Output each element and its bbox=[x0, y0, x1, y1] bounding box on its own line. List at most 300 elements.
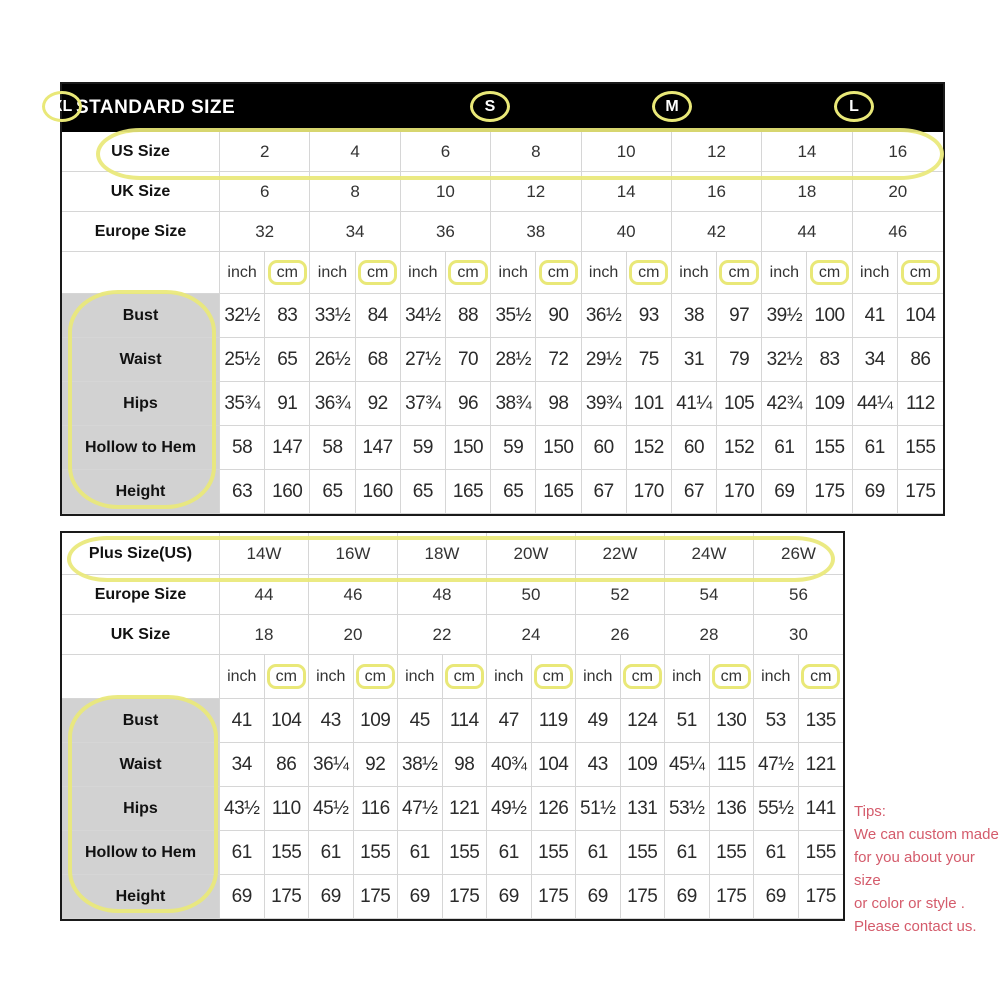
measure-value-cell-text: 41¼ bbox=[676, 392, 712, 414]
measure-value-cell-text: 83 bbox=[277, 304, 298, 326]
measure-value-cell-text: 101 bbox=[633, 392, 664, 414]
measure-value-cell-text: 170 bbox=[633, 480, 664, 502]
measure-value-cell-text: 175 bbox=[271, 885, 302, 907]
measure-value-cell bbox=[717, 426, 762, 470]
measure-value-cell bbox=[754, 743, 799, 787]
measure-value-cell bbox=[401, 294, 446, 338]
measure-value-cell-text: 69 bbox=[231, 885, 252, 907]
measure-value-cell bbox=[627, 470, 672, 514]
unit-row-empty-cell bbox=[62, 655, 220, 699]
measure-value-cell-text: 131 bbox=[627, 797, 658, 819]
measure-value-cell bbox=[799, 699, 844, 743]
measure-value-cell bbox=[717, 294, 762, 338]
measure-value-cell bbox=[853, 470, 898, 514]
measure-value-cell-text: 53½ bbox=[669, 797, 705, 819]
size-value-cell-text: 4 bbox=[350, 141, 360, 161]
size-value-cell bbox=[491, 132, 581, 172]
measure-value-cell-text: 29½ bbox=[585, 348, 622, 370]
measure-value-cell bbox=[401, 382, 446, 426]
measure-value-cell bbox=[491, 338, 536, 382]
unit-inch-cell bbox=[576, 655, 621, 699]
measure-value-cell bbox=[710, 831, 755, 875]
unit-cm-cell bbox=[621, 655, 666, 699]
size-value-cell-text: 2 bbox=[259, 141, 270, 161]
measure-value-cell-text: 155 bbox=[905, 436, 936, 458]
size-value-cell-text: 28 bbox=[699, 624, 719, 644]
measure-value-cell bbox=[354, 831, 399, 875]
measure-value-cell bbox=[754, 831, 799, 875]
size-value-cell-text: 14 bbox=[616, 181, 636, 201]
measure-value-cell bbox=[853, 426, 898, 470]
measure-value-cell-text: 44¼ bbox=[856, 392, 893, 414]
size-value-cell bbox=[754, 575, 843, 615]
measure-value-cell-text: 104 bbox=[538, 753, 569, 775]
measure-value-cell bbox=[799, 831, 844, 875]
measure-value-cell-text: 136 bbox=[716, 797, 747, 819]
measure-value-cell bbox=[309, 875, 354, 919]
size-value-cell bbox=[754, 533, 843, 575]
size-value-cell bbox=[576, 575, 665, 615]
measure-value-cell-text: 68 bbox=[367, 348, 388, 370]
measure-value-cell bbox=[807, 338, 852, 382]
measure-value-cell-text: 61 bbox=[587, 841, 608, 863]
measure-value-cell-text: 141 bbox=[805, 797, 836, 819]
measure-value-cell bbox=[398, 699, 443, 743]
standard-size-grid bbox=[62, 132, 943, 514]
measure-value-cell-text: 155 bbox=[814, 436, 845, 458]
size-value-cell bbox=[398, 615, 487, 655]
measure-value-cell-text: 47½ bbox=[402, 797, 438, 819]
size-value-cell bbox=[672, 172, 762, 212]
size-value-cell bbox=[665, 615, 754, 655]
measure-value-cell-text: 27½ bbox=[405, 348, 441, 370]
size-value-cell bbox=[853, 132, 943, 172]
measure-value-cell bbox=[672, 382, 717, 426]
size-value-cell bbox=[672, 212, 762, 252]
unit-cm-cell-text: cm bbox=[539, 260, 578, 286]
measure-value-cell bbox=[672, 338, 717, 382]
size-value-cell-text: 38 bbox=[526, 221, 546, 241]
measure-value-cell bbox=[446, 426, 491, 470]
measure-value-cell bbox=[443, 875, 488, 919]
measure-value-cell-text: 175 bbox=[360, 885, 391, 907]
measure-value-cell bbox=[354, 787, 399, 831]
unit-cm-cell bbox=[446, 252, 491, 294]
measure-value-cell bbox=[354, 875, 399, 919]
measure-value-cell bbox=[807, 382, 852, 426]
row-label-text: Europe Size bbox=[94, 585, 187, 603]
measure-value-cell bbox=[582, 382, 627, 426]
tips-line: for you about your size bbox=[854, 849, 975, 889]
measure-value-cell-text: 69 bbox=[676, 885, 697, 907]
size-value-cell-text: 44 bbox=[254, 584, 274, 604]
unit-inch-cell bbox=[582, 252, 627, 294]
unit-inch-cell-text: inch bbox=[588, 263, 619, 281]
unit-cm-cell bbox=[532, 655, 577, 699]
measure-value-cell bbox=[487, 699, 532, 743]
measure-value-cell-text: 155 bbox=[627, 841, 658, 863]
measure-value-cell-text: 38¾ bbox=[495, 392, 531, 414]
measure-value-cell bbox=[536, 382, 581, 426]
custom-tips-note bbox=[854, 800, 1000, 938]
measure-value-cell-text: 38½ bbox=[402, 753, 438, 775]
measure-value-cell-text: 147 bbox=[362, 436, 393, 458]
measure-value-cell-text: 34 bbox=[231, 753, 252, 775]
size-value-cell bbox=[582, 212, 672, 252]
measure-value-cell bbox=[627, 338, 672, 382]
size-value-cell-text: 46 bbox=[888, 221, 908, 241]
measure-value-cell-text: 88 bbox=[457, 304, 479, 326]
measure-value-cell-text: 69 bbox=[498, 885, 519, 907]
measure-value-cell bbox=[576, 831, 621, 875]
measure-value-cell bbox=[356, 426, 401, 470]
size-value-cell-text: 24W bbox=[691, 543, 727, 563]
unit-row-empty-cell bbox=[62, 252, 220, 294]
measure-row-label-text: Hips bbox=[123, 799, 158, 817]
size-value-cell bbox=[310, 172, 400, 212]
size-value-cell bbox=[491, 212, 581, 252]
measure-row-label-text: Bust bbox=[122, 306, 159, 324]
measure-value-cell-text: 61 bbox=[231, 841, 252, 863]
measure-value-cell-text: 47½ bbox=[758, 753, 794, 775]
measure-value-cell-text: 147 bbox=[272, 436, 303, 458]
measure-row-label-text: Waist bbox=[119, 755, 162, 773]
measure-value-cell bbox=[627, 426, 672, 470]
unit-cm-cell bbox=[443, 655, 488, 699]
measure-value-cell-text: 43 bbox=[320, 709, 341, 731]
measure-value-cell-text: 63 bbox=[232, 480, 253, 502]
measure-value-cell bbox=[672, 294, 717, 338]
measure-value-cell-text: 40¾ bbox=[491, 753, 527, 775]
measure-value-cell-text: 51½ bbox=[580, 797, 616, 819]
measure-value-cell-text: 93 bbox=[638, 304, 659, 326]
measure-value-cell-text: 26½ bbox=[314, 348, 351, 370]
measure-value-cell-text: 175 bbox=[905, 480, 936, 502]
measure-value-cell-text: 160 bbox=[272, 480, 303, 502]
measure-value-cell bbox=[398, 787, 443, 831]
measure-value-cell-text: 155 bbox=[271, 841, 302, 863]
size-value-cell bbox=[310, 212, 400, 252]
size-value-cell bbox=[665, 533, 754, 575]
measure-value-cell-text: 100 bbox=[814, 304, 845, 326]
measure-value-cell-text: 96 bbox=[457, 392, 479, 414]
measure-value-cell-text: 51 bbox=[676, 709, 697, 731]
size-value-cell-text: 6 bbox=[259, 181, 270, 201]
measure-value-cell-text: 91 bbox=[277, 392, 298, 414]
measure-value-cell bbox=[762, 338, 807, 382]
size-value-cell-text: 46 bbox=[343, 584, 363, 604]
size-value-cell-text: 44 bbox=[797, 221, 817, 241]
unit-cm-cell-text: cm bbox=[712, 664, 751, 690]
measure-value-cell bbox=[576, 875, 621, 919]
measure-value-cell-text: 45 bbox=[409, 709, 430, 731]
unit-inch-cell-text: inch bbox=[408, 263, 438, 281]
measure-row-label-text: Hollow to Hem bbox=[84, 438, 197, 456]
size-value-cell-text: 26 bbox=[610, 624, 630, 644]
measure-value-cell bbox=[220, 699, 265, 743]
unit-inch-cell bbox=[220, 252, 265, 294]
measure-value-cell-text: 61 bbox=[320, 841, 341, 863]
measure-value-cell bbox=[443, 743, 488, 787]
size-value-cell-text: 18W bbox=[424, 543, 460, 563]
measure-value-cell bbox=[532, 787, 577, 831]
unit-inch-cell-text: inch bbox=[316, 667, 346, 685]
measure-row-label bbox=[62, 787, 220, 831]
measure-value-cell bbox=[717, 382, 762, 426]
unit-cm-cell-text: cm bbox=[719, 260, 758, 286]
row-label-text: US Size bbox=[111, 142, 170, 160]
size-value-cell-text: 16W bbox=[335, 543, 371, 563]
measure-value-cell bbox=[446, 294, 491, 338]
row-label-text: Plus Size(US) bbox=[88, 544, 193, 562]
unit-cm-cell bbox=[807, 252, 852, 294]
measure-value-cell-text: 34 bbox=[864, 348, 885, 370]
measure-value-cell bbox=[265, 699, 310, 743]
measure-value-cell-text: 170 bbox=[724, 480, 755, 502]
unit-cm-cell-text: cm bbox=[623, 664, 662, 690]
measure-value-cell bbox=[398, 875, 443, 919]
size-value-cell bbox=[220, 172, 310, 212]
measure-value-cell-text: 86 bbox=[276, 753, 297, 775]
measure-value-cell bbox=[220, 875, 265, 919]
unit-cm-cell bbox=[710, 655, 755, 699]
measure-value-cell bbox=[665, 699, 710, 743]
measure-value-cell bbox=[799, 743, 844, 787]
measure-value-cell bbox=[491, 470, 536, 514]
measure-value-cell-text: 165 bbox=[452, 480, 484, 502]
measure-value-cell-text: 65 bbox=[322, 480, 343, 502]
unit-cm-cell-text: cm bbox=[445, 664, 484, 690]
tips-line: Please contact us. bbox=[854, 918, 977, 935]
measure-row-label bbox=[62, 831, 220, 875]
size-value-cell-text: 40 bbox=[616, 221, 636, 241]
measure-value-cell bbox=[621, 787, 666, 831]
measure-value-cell bbox=[354, 743, 399, 787]
unit-inch-cell bbox=[398, 655, 443, 699]
measure-value-cell bbox=[310, 382, 355, 426]
measure-value-cell bbox=[220, 338, 265, 382]
measure-value-cell-text: 72 bbox=[548, 348, 569, 370]
measure-value-cell bbox=[536, 470, 581, 514]
measure-value-cell bbox=[487, 743, 532, 787]
measure-value-cell bbox=[309, 699, 354, 743]
measure-value-cell-text: 65 bbox=[503, 480, 524, 502]
measure-value-cell-text: 32½ bbox=[766, 348, 803, 370]
measure-value-cell bbox=[536, 338, 581, 382]
unit-inch-cell bbox=[754, 655, 799, 699]
measure-value-cell bbox=[762, 426, 807, 470]
size-value-cell-text: 18 bbox=[254, 624, 274, 644]
measure-value-cell-text: 43½ bbox=[224, 797, 260, 819]
measure-value-cell bbox=[220, 831, 265, 875]
unit-cm-cell-text: cm bbox=[356, 664, 395, 690]
size-value-cell bbox=[582, 172, 672, 212]
unit-inch-cell-text: inch bbox=[317, 263, 348, 281]
measure-value-cell-text: 59 bbox=[412, 436, 433, 458]
measure-row-label-text: Waist bbox=[119, 350, 162, 368]
measure-value-cell bbox=[398, 743, 443, 787]
measure-value-cell bbox=[265, 294, 310, 338]
row-label bbox=[62, 615, 220, 655]
measure-value-cell-text: 98 bbox=[454, 753, 475, 775]
unit-inch-cell-text: inch bbox=[405, 667, 435, 685]
row-label-text: UK Size bbox=[110, 182, 171, 200]
unit-cm-cell bbox=[898, 252, 943, 294]
measure-value-cell bbox=[265, 831, 310, 875]
measure-value-cell-text: 83 bbox=[819, 348, 840, 370]
size-value-cell-text: 6 bbox=[440, 141, 451, 161]
size-value-cell bbox=[220, 575, 309, 615]
measure-row-label-text: Hollow to Hem bbox=[84, 843, 197, 861]
size-value-cell bbox=[398, 533, 487, 575]
size-value-cell-text: 30 bbox=[789, 624, 808, 644]
measure-value-cell bbox=[665, 875, 710, 919]
unit-cm-cell bbox=[265, 655, 310, 699]
size-value-cell bbox=[220, 132, 310, 172]
measure-value-cell bbox=[762, 294, 807, 338]
measure-value-cell-text: 41 bbox=[864, 304, 885, 326]
measure-value-cell-text: 49 bbox=[587, 709, 608, 731]
measure-value-cell-text: 124 bbox=[627, 709, 658, 731]
row-label-text: UK Size bbox=[110, 625, 171, 643]
measure-value-cell bbox=[754, 787, 799, 831]
measure-value-cell-text: 121 bbox=[449, 797, 480, 819]
measure-value-cell bbox=[356, 382, 401, 426]
unit-cm-cell-text: cm bbox=[267, 664, 306, 690]
measure-value-cell-text: 150 bbox=[543, 436, 574, 458]
measure-value-cell-text: 36¼ bbox=[313, 753, 349, 775]
measure-value-cell-text: 31 bbox=[683, 348, 705, 370]
measure-value-cell-text: 155 bbox=[360, 841, 391, 863]
measure-value-cell-text: 79 bbox=[729, 348, 750, 370]
measure-value-cell-text: 160 bbox=[362, 480, 393, 502]
measure-value-cell bbox=[220, 470, 265, 514]
size-value-cell-text: 48 bbox=[432, 584, 452, 604]
measure-value-cell bbox=[576, 787, 621, 831]
measure-value-cell-text: 115 bbox=[716, 753, 746, 775]
measure-value-cell bbox=[665, 743, 710, 787]
unit-inch-cell bbox=[310, 252, 355, 294]
size-value-cell-text: 24 bbox=[521, 624, 541, 644]
size-value-cell bbox=[220, 212, 310, 252]
measure-value-cell bbox=[401, 470, 446, 514]
size-value-cell bbox=[762, 132, 852, 172]
measure-value-cell-text: 69 bbox=[409, 885, 430, 907]
measure-value-cell-text: 109 bbox=[360, 709, 391, 731]
measure-value-cell bbox=[710, 875, 755, 919]
unit-inch-cell-text: inch bbox=[583, 667, 613, 685]
size-value-cell-text: 12 bbox=[526, 181, 546, 201]
measure-value-cell-text: 130 bbox=[716, 709, 747, 731]
size-value-cell-text: 10 bbox=[435, 181, 455, 201]
measure-value-cell-text: 39½ bbox=[766, 304, 803, 326]
measure-value-cell bbox=[710, 787, 755, 831]
measure-value-cell bbox=[754, 875, 799, 919]
measure-value-cell-text: 175 bbox=[538, 885, 569, 907]
measure-value-cell bbox=[853, 382, 898, 426]
measure-value-cell-text: 34½ bbox=[405, 304, 441, 326]
size-value-cell bbox=[220, 533, 309, 575]
measure-value-cell-text: 60 bbox=[593, 436, 614, 458]
size-value-cell-text: 16 bbox=[707, 181, 727, 201]
measure-value-cell bbox=[443, 831, 488, 875]
measure-value-cell-text: 119 bbox=[538, 709, 568, 731]
unit-cm-cell-text: cm bbox=[629, 260, 668, 286]
size-badge-l: L bbox=[834, 91, 874, 122]
measure-value-cell bbox=[265, 338, 310, 382]
measure-value-cell bbox=[443, 699, 488, 743]
size-value-cell bbox=[398, 575, 487, 615]
size-value-cell bbox=[220, 615, 309, 655]
measure-value-cell-text: 39¾ bbox=[585, 392, 622, 414]
measure-value-cell bbox=[487, 831, 532, 875]
measure-value-cell bbox=[220, 294, 265, 338]
unit-cm-cell-text: cm bbox=[801, 664, 840, 690]
size-value-cell bbox=[487, 533, 576, 575]
measure-value-cell bbox=[754, 699, 799, 743]
unit-inch-cell-text: inch bbox=[672, 667, 702, 685]
measure-value-cell-text: 98 bbox=[548, 392, 569, 414]
measure-value-cell-text: 92 bbox=[367, 392, 388, 414]
measure-value-cell bbox=[621, 743, 666, 787]
size-value-cell-text: 14W bbox=[246, 543, 282, 563]
measure-value-cell-text: 35¾ bbox=[224, 392, 260, 414]
unit-cm-cell-text: cm bbox=[901, 260, 940, 286]
measure-value-cell bbox=[309, 743, 354, 787]
standard-size-title: STANDARD SIZE bbox=[76, 97, 236, 118]
measure-value-cell-text: 104 bbox=[271, 709, 302, 731]
size-value-cell-text: 50 bbox=[521, 584, 541, 604]
size-value-cell bbox=[672, 132, 762, 172]
measure-value-cell-text: 59 bbox=[503, 436, 524, 458]
measure-value-cell bbox=[672, 470, 717, 514]
measure-value-cell bbox=[401, 338, 446, 382]
measure-value-cell bbox=[627, 382, 672, 426]
measure-value-cell bbox=[487, 787, 532, 831]
standard-size-header-bar bbox=[51, 84, 943, 132]
measure-value-cell-text: 69 bbox=[320, 885, 341, 907]
size-value-cell-text: 36 bbox=[435, 221, 455, 241]
size-value-cell bbox=[309, 533, 398, 575]
measure-value-cell-text: 175 bbox=[627, 885, 658, 907]
measure-value-cell bbox=[627, 294, 672, 338]
plus-size-table bbox=[60, 531, 845, 921]
measure-value-cell-text: 104 bbox=[905, 304, 936, 326]
measure-value-cell-text: 61 bbox=[864, 436, 885, 458]
measure-value-cell-text: 60 bbox=[683, 436, 705, 458]
measure-value-cell-text: 61 bbox=[409, 841, 430, 863]
measure-row-label-text: Hips bbox=[123, 394, 158, 412]
row-label bbox=[62, 132, 220, 172]
measure-row-label-text: Bust bbox=[122, 711, 159, 729]
measure-value-cell-text: 36¾ bbox=[314, 392, 351, 414]
measure-value-cell bbox=[898, 382, 943, 426]
measure-value-cell bbox=[762, 470, 807, 514]
size-value-cell-text: 20 bbox=[343, 624, 363, 644]
size-value-cell-text: 54 bbox=[699, 584, 719, 604]
unit-inch-cell bbox=[672, 252, 717, 294]
measure-value-cell bbox=[710, 743, 755, 787]
size-value-cell-text: 20W bbox=[513, 543, 549, 563]
measure-value-cell-text: 41 bbox=[231, 709, 252, 731]
measure-value-cell bbox=[898, 294, 943, 338]
measure-value-cell-text: 43 bbox=[587, 753, 608, 775]
measure-value-cell-text: 155 bbox=[805, 841, 836, 863]
measure-value-cell-text: 121 bbox=[805, 753, 836, 775]
size-value-cell bbox=[401, 132, 491, 172]
measure-value-cell-text: 35½ bbox=[495, 304, 531, 326]
unit-cm-cell-text: cm bbox=[534, 664, 573, 690]
